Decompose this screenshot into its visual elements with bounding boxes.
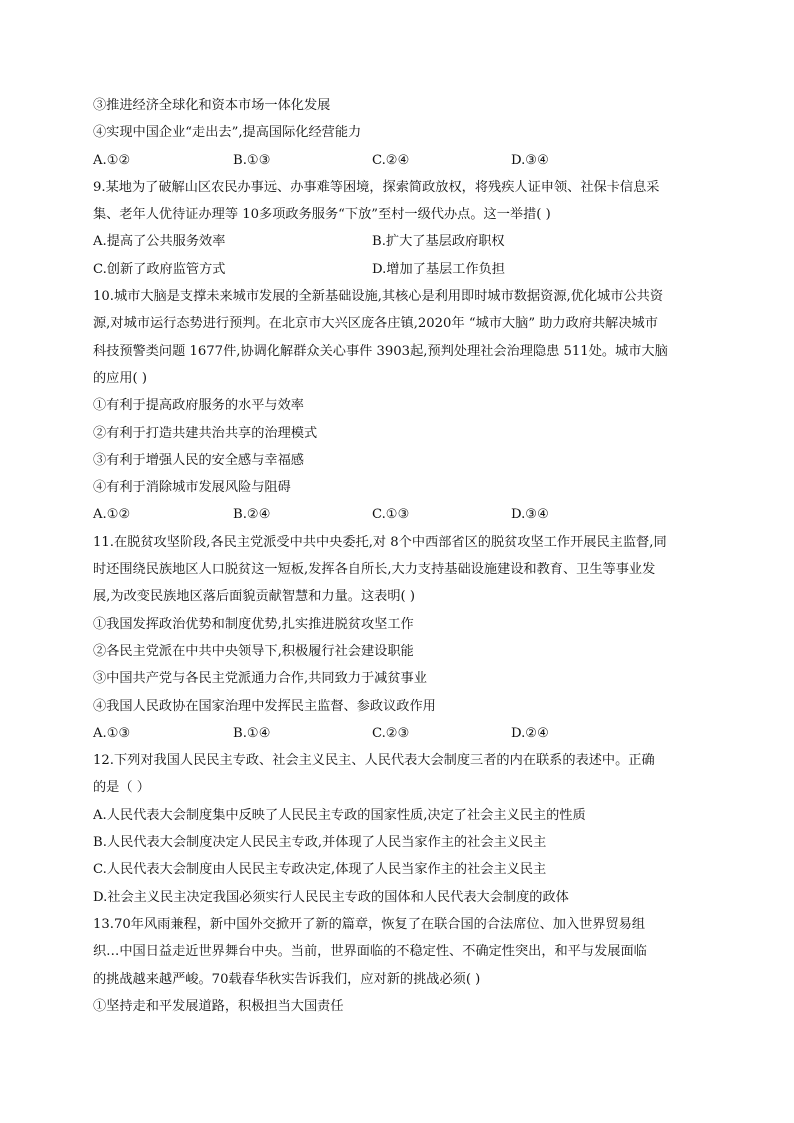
q12-stem-line-1: 12.下列对我国人民民主专政、社会主义民主、人民代表大会制度三者的内在联系的表述中。正确 — [93, 753, 655, 769]
q11-item-4: ④我国人民政协在国家治理中发挥民主监督、参政议政作用 — [93, 698, 436, 714]
q11-item-1: ①我国发挥政治优势和制度优势,扎实推进脱贫攻坚工作 — [93, 616, 414, 632]
q10-stem-line-2: 源,对城市运行态势进行预判。在北京市大兴区庞各庄镇,2020年 “城市大脑” 助力政府共解决城市 — [93, 316, 658, 332]
q12-option-a: A.人民代表大会制度集中反映了人民民主专政的国家性质,决定了社会主义民主的性质 — [93, 807, 586, 823]
q11-stem-line-1: 11.在脱贫攻坚阶段,各民主党派受中共中央委托,对 8个中西部省区的脱贫攻坚工作开展民主监督,同 — [93, 534, 667, 550]
q8-options — [93, 147, 705, 174]
q12-stem-line-2: 的是（ ） — [93, 780, 150, 796]
q10-stem-line-4: 的应用( ) — [93, 370, 148, 386]
q9-option-d: D.增加了基层工作负担 — [372, 261, 505, 277]
q10-stem-line-3: 科技预警类问题 1677件,协调化解群众关心事件 3903起,预判处理社会治理隐患 511处。城市大脑 — [93, 343, 668, 359]
q8-item-4: ④实现中国企业“走出去”,提高国际化经营能力 — [93, 125, 362, 141]
q10-option-b: B.②④ — [233, 507, 271, 523]
page-content — [93, 92, 705, 1020]
q8-option-c: C.②④ — [372, 152, 410, 168]
q9-options-row-2 — [93, 256, 705, 283]
q10-option-c: C.①③ — [372, 507, 410, 523]
q13-stem-line-1: 13.70年风雨兼程，新中国外交掀开了新的篇章，恢复了在联合国的合法席位、加入世界贸易组 — [93, 916, 646, 932]
q13-item-1: ①坚持走和平发展道路，积极担当大国责任 — [93, 998, 344, 1014]
q9-option-a: A.提高了公共服务效率 — [93, 234, 226, 250]
q10-item-2: ②有利于打造共建共治共享的治理模式 — [93, 425, 318, 441]
q11-item-2: ②各民主党派在中共中央领导下,积极履行社会建设职能 — [93, 643, 414, 659]
q10-option-a: A.①② — [93, 507, 131, 523]
q11-options — [93, 720, 705, 747]
q12-option-c: C.人民代表大会制度由人民民主专政决定,体现了人民当家作主的社会主义民主 — [93, 862, 547, 878]
q9-option-b: B.扩大了基层政府职权 — [372, 234, 505, 250]
q10-item-1: ①有利于提高政府服务的水平与效率 — [93, 398, 304, 414]
q13-stem-line-2: 织…中国日益走近世界舞台中央。当前，世界面临的不稳定性、不确定性突出，和平与发展面临 — [93, 944, 647, 960]
q11-stem-line-3: 展,为改变民族地区落后面貌贡献智慧和力量。这表明( ) — [93, 589, 415, 605]
q11-option-a: A.①③ — [93, 725, 131, 741]
q11-option-c: C.②③ — [372, 725, 410, 741]
q8-option-d: D.③④ — [511, 152, 549, 168]
q9-options-row-1 — [93, 228, 705, 255]
q10-item-3: ③有利于增强人民的安全感与幸福感 — [93, 452, 304, 468]
q11-item-3: ③中国共产党与各民主党派通力合作,共同致力于减贫事业 — [93, 671, 427, 687]
q9-option-c: C.创新了政府监管方式 — [93, 261, 226, 277]
q9-stem-line-2: 集、老年人优待证办理等 10多项政务服务“下放”至村一级代办点。这一举措( ) — [93, 207, 551, 223]
q11-option-b: B.①④ — [233, 725, 271, 741]
q11-option-d: D.②④ — [511, 725, 549, 741]
q10-option-d: D.③④ — [511, 507, 549, 523]
q9-stem-line-1: 9.某地为了破解山区农民办事远、办事难等困境，探索简政放权，将残疾人证申领、社保卡信息采 — [93, 179, 660, 195]
q8-option-a: A.①② — [93, 152, 131, 168]
q12-option-d: D.社会主义民主决定我国必须实行人民民主专政的国体和人民代表大会制度的政体 — [93, 889, 569, 905]
q8-option-b: B.①③ — [233, 152, 271, 168]
q11-stem-line-2: 时还围绕民族地区人口脱贫这一短板,发挥各自所长,大力支持基础设施建设和教育、卫生等事业发 — [93, 562, 656, 578]
q12-option-b: B.人民代表大会制度决定人民民主专政,并体现了人民当家作主的社会主义民主 — [93, 835, 547, 851]
q10-options — [93, 501, 705, 528]
q13-stem-line-3: 的挑战越来越严峻。70载春华秋实告诉我们，应对新的挑战必须( ) — [93, 971, 481, 987]
q10-item-4: ④有利于消除城市发展风险与阻碍 — [93, 480, 291, 496]
q10-stem-line-1: 10.城市大脑是支撑未来城市发展的全新基础设施,其核心是利用即时城市数据资源,优化城市公共资 — [93, 289, 664, 305]
q8-item-3: ③推进经济全球化和资本市场一体化发展 — [93, 98, 331, 113]
